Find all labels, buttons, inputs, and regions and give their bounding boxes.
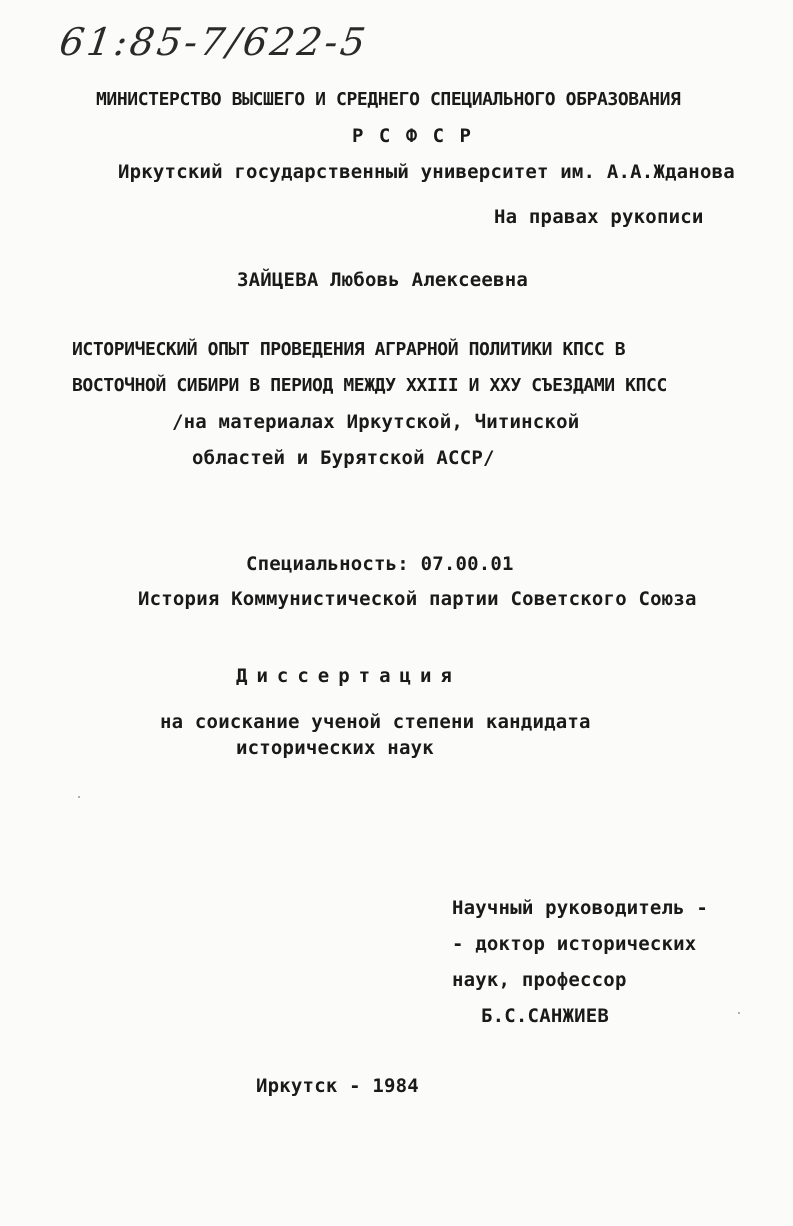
title-line-1: ИСТОРИЧЕСКИЙ ОПЫТ ПРОВЕДЕНИЯ АГРАРНОЙ ПОЛИТИКИ КПСС В bbox=[72, 339, 626, 360]
dissertation-line-1: на соискание ученой степени кандидата bbox=[160, 711, 591, 733]
dissertation-line-2: исторических наук bbox=[236, 737, 434, 759]
ministry-line: МИНИСТЕРСТВО ВЫСШЕГО И СРЕДНЕГО СПЕЦИАЛЬНОГО ОБРАЗОВАНИЯ bbox=[96, 89, 681, 110]
scan-speck bbox=[738, 1012, 740, 1014]
scan-speck bbox=[78, 796, 80, 798]
title-line-2: ВОСТОЧНОЙ СИБИРИ В ПЕРИОД МЕЖДУ XXIII И XXУ СЪЕЗДАМИ КПСС bbox=[72, 375, 667, 396]
specialty-label: Специальность: 07.00.01 bbox=[246, 553, 514, 575]
title-line-3: /на материалах Иркутской, Читинской bbox=[172, 411, 580, 433]
handwritten-archive-code: 61:85-7/622-5 bbox=[56, 20, 371, 64]
author-name: ЗАЙЦЕВА Любовь Алексеевна bbox=[237, 269, 528, 291]
rights-note: На правах рукописи bbox=[494, 206, 704, 228]
supervisor-line-2: - доктор исторических bbox=[452, 933, 697, 955]
dissertation-heading: Диссертация bbox=[236, 665, 461, 687]
supervisor-line-1: Научный руководитель - bbox=[452, 897, 709, 919]
supervisor-line-3: наук, профессор bbox=[452, 969, 627, 991]
supervisor-name: Б.С.САНЖИЕВ bbox=[481, 1005, 610, 1027]
city-year: Иркутск - 1984 bbox=[256, 1075, 419, 1097]
title-line-4: областей и Бурятской АССР/ bbox=[192, 447, 495, 469]
specialty-name: История Коммунистической партии Советского Союза bbox=[138, 588, 697, 610]
republic-line: Р С Ф С Р bbox=[352, 125, 473, 147]
university-line: Иркутский государственный университет им. А.А.Жданова bbox=[118, 161, 735, 183]
